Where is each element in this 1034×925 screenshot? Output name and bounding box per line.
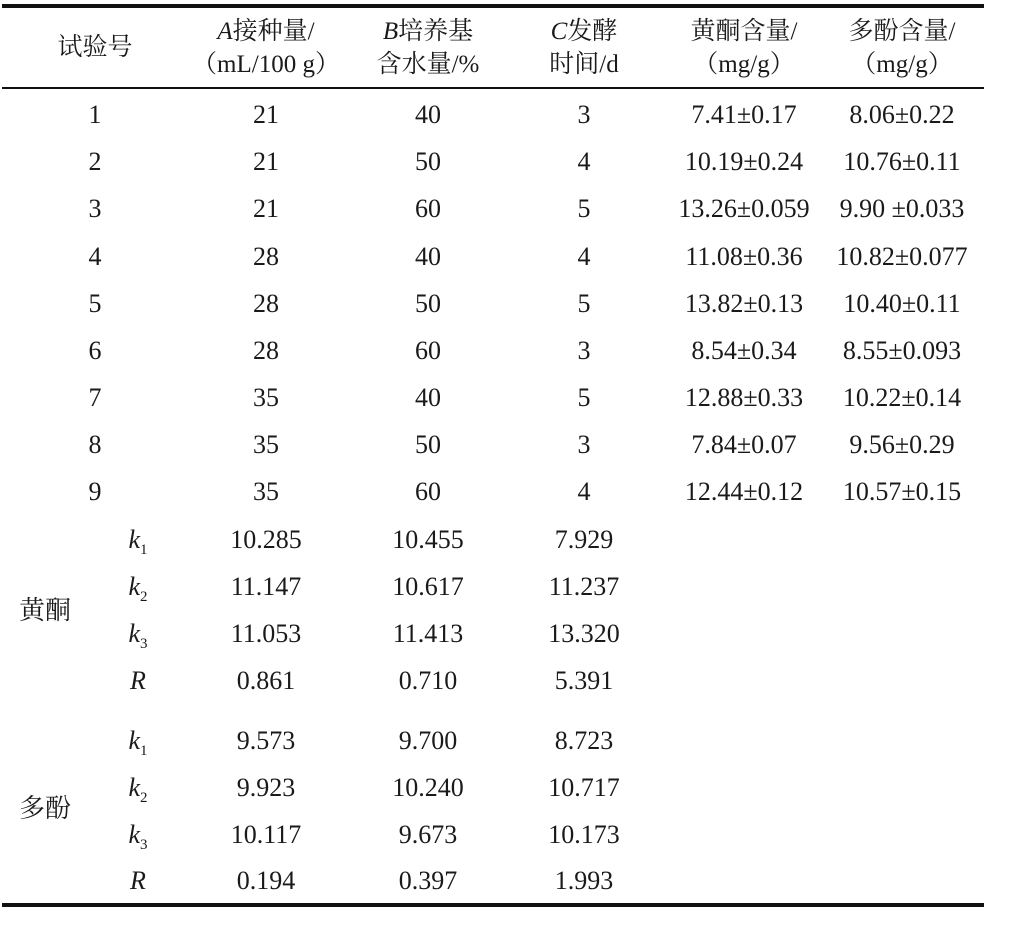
trial-no: 3 — [88, 194, 102, 223]
header-c-line2: 时间/d — [549, 51, 619, 78]
polyphenol-content: 9.56±0.29 — [849, 430, 955, 459]
stat-symbol-letter: k — [128, 726, 141, 755]
stat-c: 13.320 — [548, 619, 620, 648]
value-c: 4 — [577, 147, 591, 176]
trial-no: 4 — [88, 242, 102, 271]
header-polyphenol-line2: （mg/g） — [851, 51, 953, 78]
value-b: 60 — [415, 194, 441, 223]
stat-c: 7.929 — [554, 525, 614, 554]
polyphenol-content: 10.40±0.11 — [843, 289, 961, 318]
header-b-var: B — [382, 18, 399, 45]
stat-symbol — [130, 664, 146, 708]
flavone-content: 11.08±0.36 — [685, 242, 803, 271]
header-b-text: 培养基 — [398, 18, 474, 45]
value-b: 50 — [415, 289, 441, 318]
value-c: 3 — [577, 430, 591, 459]
header-b-line1 — [383, 16, 473, 48]
stat-symbol-letter: R — [130, 666, 146, 695]
stat-symbol-sub: 1 — [140, 542, 148, 558]
value-a: 21 — [253, 147, 279, 176]
flavone-content: 13.26±0.059 — [678, 194, 810, 223]
stat-symbol — [128, 771, 147, 815]
polyphenol-content: 9.90 ±0.033 — [839, 194, 965, 223]
stat-a: 9.573 — [236, 726, 296, 755]
header-polyphenol-line1: 多酚含量/ — [848, 18, 956, 45]
value-a: 35 — [253, 383, 279, 412]
group-label-flavone: 黄酮 — [18, 596, 72, 625]
stat-a: 11.147 — [230, 572, 302, 601]
trial-no: 7 — [88, 383, 102, 412]
flavone-content: 7.84±0.07 — [691, 430, 797, 459]
stat-symbol — [130, 864, 146, 908]
stat-b: 9.673 — [398, 820, 458, 849]
stat-b: 9.700 — [398, 726, 458, 755]
stat-symbol-letter: k — [128, 619, 141, 648]
value-b: 50 — [415, 430, 441, 459]
flavone-content: 13.82±0.13 — [684, 289, 804, 318]
stat-c: 11.237 — [548, 572, 620, 601]
header-rule — [2, 87, 984, 89]
stat-symbol-letter: R — [130, 866, 146, 895]
value-b: 40 — [415, 383, 441, 412]
trial-no: 1 — [88, 100, 102, 129]
flavone-content: 12.88±0.33 — [684, 383, 804, 412]
stat-a: 10.117 — [230, 820, 302, 849]
stat-b: 10.617 — [392, 572, 464, 601]
value-a: 35 — [253, 477, 279, 506]
value-a: 21 — [253, 100, 279, 129]
stat-b: 11.413 — [392, 619, 464, 648]
header-a-line1 — [217, 16, 314, 48]
stat-a: 11.053 — [230, 619, 302, 648]
stat-b: 10.240 — [392, 773, 464, 802]
stat-symbol-sub: 2 — [140, 790, 148, 806]
stat-a: 9.923 — [236, 773, 296, 802]
value-c: 4 — [577, 477, 591, 506]
header-a-text: 接种量/ — [232, 18, 315, 45]
header-c-text: 发酵 — [567, 18, 618, 45]
stat-symbol — [128, 570, 147, 614]
stat-c: 5.391 — [554, 666, 614, 695]
value-c: 3 — [577, 100, 591, 129]
stat-a: 10.285 — [230, 525, 302, 554]
stat-symbol-sub: 3 — [140, 636, 148, 652]
stat-symbol-letter: k — [128, 525, 141, 554]
value-a: 21 — [253, 194, 279, 223]
value-b: 50 — [415, 147, 441, 176]
header-c-var: C — [550, 18, 568, 45]
value-c: 4 — [577, 242, 591, 271]
header-trial-no: 试验号 — [57, 34, 133, 61]
value-c: 3 — [577, 336, 591, 365]
table-top-rule — [2, 4, 984, 8]
header-flavone-line1: 黄酮含量/ — [690, 18, 798, 45]
flavone-content: 7.41±0.17 — [691, 100, 797, 129]
stat-symbol-sub: 2 — [140, 589, 148, 605]
stat-a: 0.194 — [236, 866, 296, 895]
header-b-line2: 含水量/% — [376, 51, 480, 78]
header-a-var: A — [217, 18, 233, 45]
trial-no: 9 — [88, 477, 102, 506]
table-bottom-rule — [2, 903, 984, 907]
polyphenol-content: 8.06±0.22 — [849, 100, 955, 129]
group-label-polyphenol: 多酚 — [18, 794, 72, 823]
header-a-line2: （mL/100 g） — [192, 51, 340, 78]
stat-c: 10.173 — [548, 820, 620, 849]
stat-c: 10.717 — [548, 773, 620, 802]
value-c: 5 — [577, 289, 591, 318]
polyphenol-content: 10.76±0.11 — [843, 147, 961, 176]
value-a: 28 — [253, 242, 279, 271]
value-a: 28 — [253, 289, 279, 318]
value-c: 5 — [577, 383, 591, 412]
value-a: 35 — [253, 430, 279, 459]
stat-symbol — [128, 617, 147, 661]
value-b: 60 — [415, 477, 441, 506]
trial-no: 2 — [88, 147, 102, 176]
value-a: 28 — [253, 336, 279, 365]
flavone-content: 8.54±0.34 — [691, 336, 797, 365]
polyphenol-content: 10.82±0.077 — [836, 242, 968, 271]
value-b: 40 — [415, 100, 441, 129]
header-c-line1 — [551, 16, 618, 48]
stat-symbol-sub: 1 — [140, 743, 148, 759]
stat-c: 1.993 — [554, 866, 614, 895]
stat-b: 10.455 — [392, 525, 464, 554]
flavone-content: 10.19±0.24 — [684, 147, 804, 176]
trial-no: 5 — [88, 289, 102, 318]
stat-symbol — [128, 523, 147, 567]
stat-symbol-letter: k — [128, 773, 141, 802]
header-flavone-line2: （mg/g） — [693, 51, 795, 78]
trial-no: 6 — [88, 336, 102, 365]
flavone-content: 12.44±0.12 — [684, 477, 804, 506]
stat-c: 8.723 — [554, 726, 614, 755]
polyphenol-content: 8.55±0.093 — [842, 336, 962, 365]
value-c: 5 — [577, 194, 591, 223]
value-b: 40 — [415, 242, 441, 271]
stat-symbol-letter: k — [128, 572, 141, 601]
stat-symbol — [128, 724, 147, 768]
polyphenol-content: 10.57±0.15 — [842, 477, 962, 506]
stat-symbol-sub: 3 — [140, 837, 148, 853]
stat-symbol — [128, 818, 147, 862]
value-b: 60 — [415, 336, 441, 365]
stat-symbol-letter: k — [128, 820, 141, 849]
stat-a: 0.861 — [236, 666, 296, 695]
stat-b: 0.397 — [398, 866, 458, 895]
polyphenol-content: 10.22±0.14 — [842, 383, 962, 412]
trial-no: 8 — [88, 430, 102, 459]
stat-b: 0.710 — [398, 666, 458, 695]
